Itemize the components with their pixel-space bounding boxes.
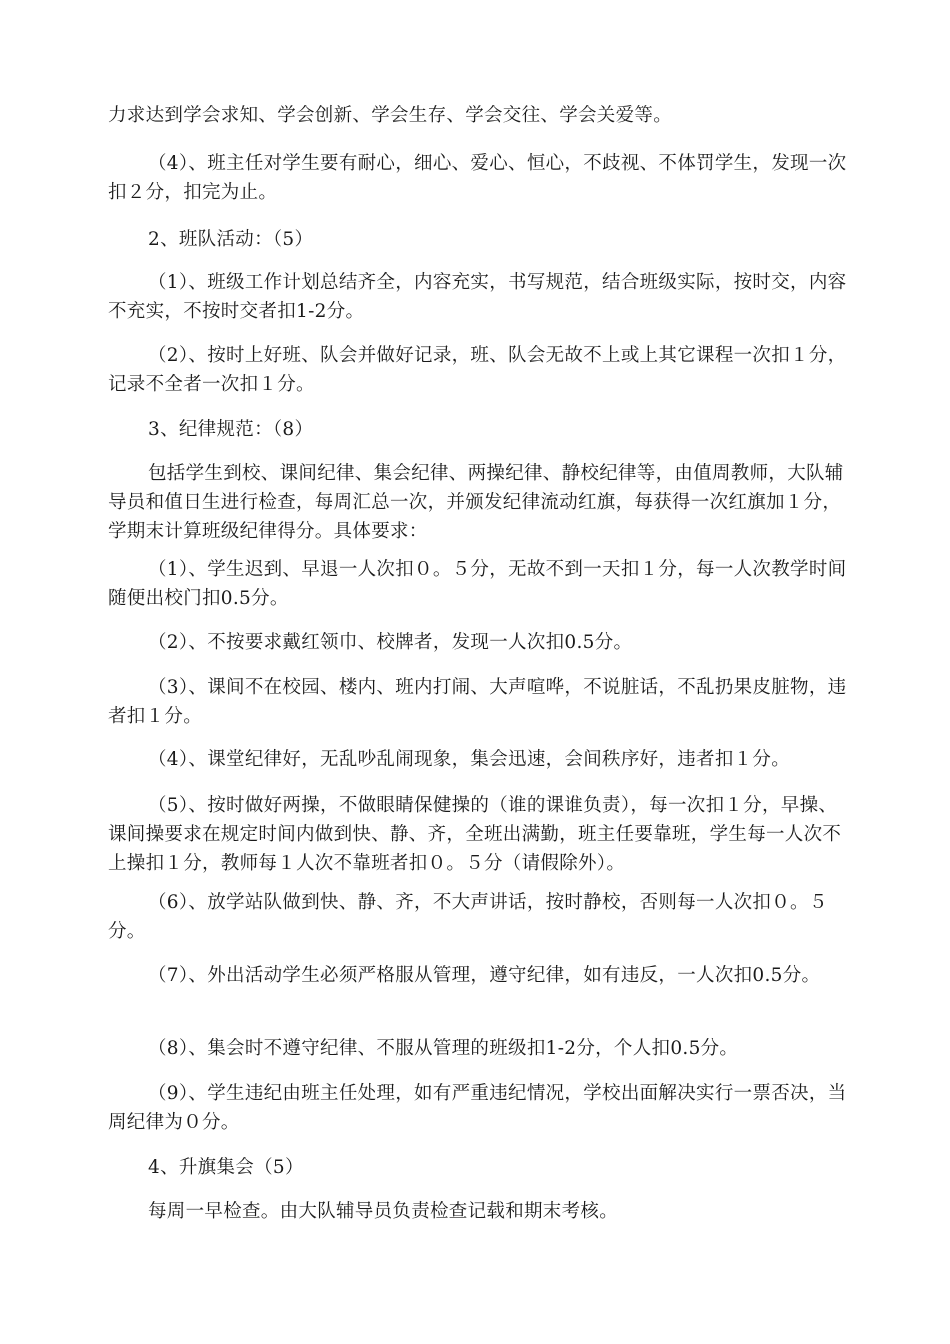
rule-item-8-assembly: （8）、集会时不遵守纪律、不服从管理的班级扣1-2分，个人扣0.5分。 [148, 1038, 739, 1059]
rule-item-1-work-plan: （1）、班级工作计划总结齐全，内容充实，书写规范，结合班级实际，按时交，内容不充实，不按时交者扣1-2分。 [108, 272, 847, 322]
rule-item-4-teacher-attitude: （4）、班主任对学生要有耐心，细心、爱心、恒心，不歧视、不体罚学生，发现一次扣２分，扣完为止。 [108, 153, 847, 203]
rule-item-5-exercises: （5）、按时做好两操，不做眼睛保健操的（谁的课谁负责），每一次扣１分，早操、课间操要求在规定时间内做到快、静、齐，全班出满勤，班主任要靠班，学生每一人次不上操扣１分，教师每１人次不靠班者扣０。５分（请假除外）。 [108, 795, 842, 874]
paragraph-flag-ceremony: 每周一早检查。由大队辅导员负责检查记载和期末考核。 [148, 1201, 619, 1222]
rule-item-9-violations: （9）、学生违纪由班主任处理，如有严重违纪情况，学校出面解决实行一票否决，当周纪律为０分。 [108, 1083, 847, 1133]
rule-item-7-outings: （7）、外出活动学生必须严格服从管理，遵守纪律，如有违反，一人次扣0.5分。 [148, 965, 821, 986]
section-heading-class-activities: 2、班队活动：（5） [148, 229, 314, 250]
rule-item-3-recess: （3）、课间不在校园、楼内、班内打闹、大声喧哗，不说脏话，不乱扔果皮脏物，违者扣１分。 [108, 677, 847, 727]
section-heading-discipline: 3、纪律规范：（8） [148, 419, 314, 440]
rule-item-6-dismissal: （6）、放学站队做到快、静、齐，不大声讲话，按时静校，否则每一人次扣０。５分。 [108, 892, 828, 942]
rule-item-1-lateness: （1）、学生迟到、早退一人次扣０。５分，无故不到一天扣１分，每一人次教学时间随便出校门扣0.5分。 [108, 559, 847, 609]
paragraph-continuation: 力求达到学会求知、学会创新、学会生存、学会交往、学会关爱等。 [108, 105, 673, 126]
section-heading-flag-ceremony: 4、升旗集会（5） [148, 1157, 304, 1178]
paragraph-discipline-overview: 包括学生到校、课间纪律、集会纪律、两操纪律、静校纪律等，由值周教师，大队辅导员和值日生进行检查，每周汇总一次，并颁发纪律流动红旗，每获得一次红旗加１分，学期末计算班级纪律得分。具体要求： [108, 463, 844, 542]
rule-item-4-classroom: （4）、课堂纪律好，无乱吵乱闹现象，集会迅速，会间秩序好，违者扣１分。 [148, 749, 791, 770]
rule-item-2-red-scarf: （2）、不按要求戴红领巾、校牌者，发现一人次扣0.5分。 [148, 632, 633, 653]
rule-item-2-class-meeting: （2）、按时上好班、队会并做好记录，班、队会无故不上或上其它课程一次扣１分，记录不全者一次扣１分。 [108, 345, 847, 395]
